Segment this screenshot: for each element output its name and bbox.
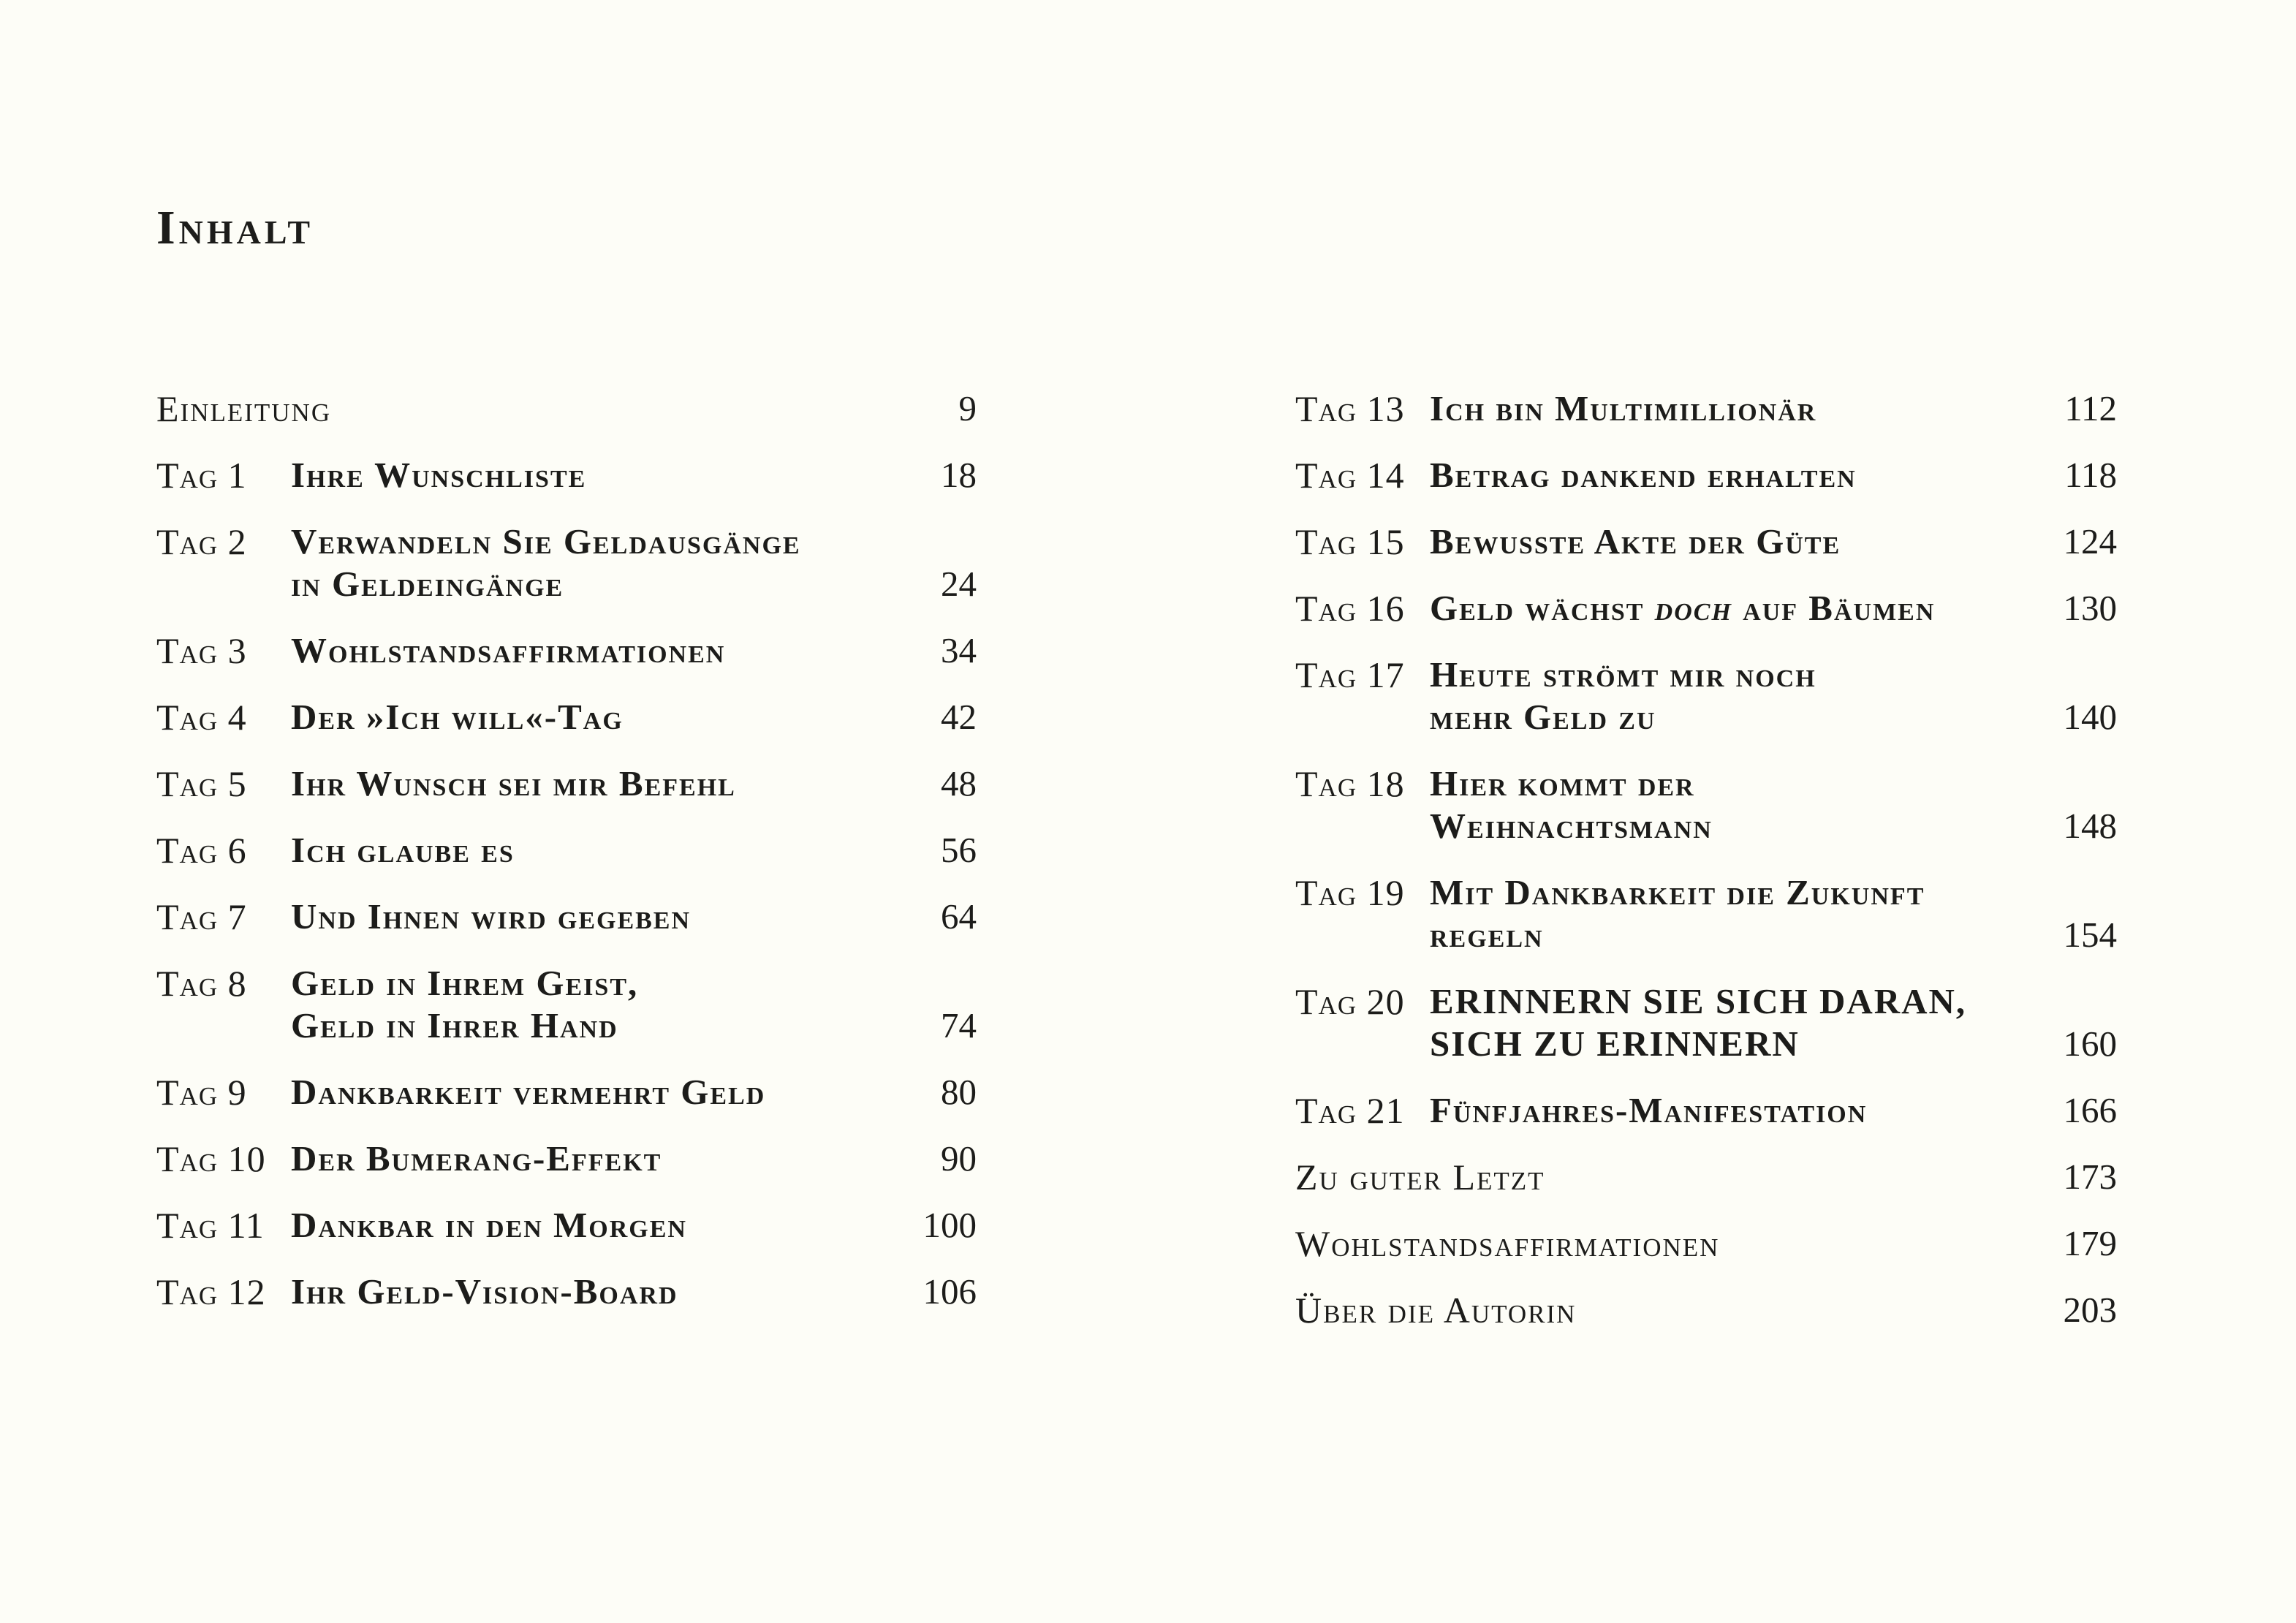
day-label: Tag 10 — [156, 1138, 266, 1179]
entry-title-line-1: Heute strömt mir noch — [1430, 654, 1816, 695]
entry-title-line-2: Geld in Ihrer Hand — [291, 1005, 618, 1045]
toc-entry-day-4 — [156, 696, 977, 738]
toc-entry-day-2 — [156, 521, 977, 605]
page-number: 124 — [2063, 521, 2117, 561]
toc-entry-day-9 — [156, 1071, 977, 1113]
day-label: Tag 12 — [156, 1271, 266, 1312]
entry-title: Ich glaube es — [291, 830, 515, 870]
entry-title: Wohlstandsaffirmationen — [1295, 1223, 1720, 1264]
entry-title: Bewusste Akte der Güte — [1430, 521, 1841, 561]
toc-entry-day-6 — [156, 829, 977, 871]
page-number: 56 — [941, 830, 977, 870]
toc-entry-day-8 — [156, 962, 977, 1047]
toc-entry-day-15 — [1295, 521, 2117, 563]
day-label: Tag 3 — [156, 630, 247, 671]
entry-title-line-2: in Geldeingänge — [291, 564, 564, 604]
entry-title — [1295, 587, 2117, 629]
entry-title: Wohlstandsaffirmationen — [291, 630, 726, 670]
page-number: 48 — [941, 763, 977, 803]
entry-title-emphasis: doch — [1654, 588, 1732, 628]
entry-title-end: auf Bäumen — [1732, 588, 1936, 628]
toc-entry-day-17 — [1295, 654, 2117, 738]
entry-title: Der »Ich will«-Tag — [291, 697, 624, 737]
entry-title-line-1: ERINNERN SIE SICH DARAN, — [1430, 981, 1967, 1021]
entry-title-line-2: Weihnachtsmann — [1430, 806, 1713, 846]
entry-title-line-1: Geld in Ihrem Geist, — [291, 963, 639, 1003]
entry-title-line-2: SICH ZU ERINNERN — [1430, 1024, 1800, 1064]
entry-title-line-1: Hier kommt der — [1430, 763, 1695, 803]
day-label: Tag 15 — [1295, 521, 1405, 562]
page-number: 148 — [2063, 806, 2117, 846]
entry-title: Über die Autorin — [1295, 1290, 1577, 1331]
page-number: 90 — [941, 1138, 977, 1179]
page-number: 160 — [2063, 1024, 2117, 1064]
toc-entry-affirmations — [1295, 1222, 2117, 1265]
entry-title: Ihr Wunsch sei mir Befehl — [291, 763, 736, 803]
toc-entry-introduction — [156, 387, 977, 430]
toc-entry-day-19 — [1295, 871, 2117, 956]
day-label: Tag 9 — [156, 1072, 247, 1113]
day-label: Tag 11 — [156, 1205, 265, 1246]
day-label: Tag 19 — [1295, 872, 1405, 913]
page-number: 24 — [941, 564, 977, 604]
toc-entry-day-13 — [1295, 387, 2117, 430]
toc-entry-about-author — [1295, 1289, 2117, 1331]
day-label: Tag 17 — [1295, 654, 1405, 695]
day-label: Tag 14 — [1295, 455, 1405, 496]
page-number: 9 — [958, 388, 977, 428]
entry-title: Ihre Wunschliste — [291, 455, 587, 495]
entry-title-line-1: Mit Dankbarkeit die Zukunft — [1430, 872, 1925, 912]
page-title: Inhalt — [156, 201, 314, 254]
page-number: 42 — [941, 697, 977, 737]
toc-entry-day-16 — [1295, 587, 2117, 629]
page-number: 100 — [922, 1205, 977, 1245]
page-number: 166 — [2063, 1090, 2117, 1130]
entry-title: Dankbarkeit vermehrt Geld — [291, 1072, 766, 1112]
page-number: 173 — [2063, 1157, 2117, 1197]
page-number: 118 — [2064, 455, 2117, 495]
page-number: 140 — [2063, 697, 2117, 737]
day-label: Tag 5 — [156, 763, 247, 804]
toc-entry-day-1 — [156, 454, 977, 496]
page-number: 80 — [941, 1072, 977, 1112]
page-number: 130 — [2063, 588, 2117, 628]
day-label: Tag 18 — [1295, 763, 1405, 804]
page-number: 106 — [922, 1271, 977, 1312]
day-label: Tag 2 — [156, 521, 247, 562]
entry-title: Dankbar in den Morgen — [291, 1205, 687, 1245]
entry-title: Und Ihnen wird gegeben — [291, 896, 692, 937]
entry-title: Einleitung — [156, 388, 332, 429]
entry-title-start: Geld wächst — [1430, 588, 1655, 628]
toc-entry-day-7 — [156, 896, 977, 938]
page-number: 64 — [941, 896, 977, 937]
day-label: Tag 20 — [1295, 981, 1405, 1022]
page-number: 34 — [941, 630, 977, 670]
page-number: 179 — [2063, 1223, 2117, 1263]
toc-entry-day-3 — [156, 629, 977, 672]
day-label: Tag 4 — [156, 697, 247, 738]
entry-title-line-2: mehr Geld zu — [1430, 697, 1656, 737]
toc-entry-day-10 — [156, 1138, 977, 1180]
day-label: Tag 13 — [1295, 388, 1405, 429]
day-label: Tag 16 — [1295, 588, 1405, 629]
day-label: Tag 6 — [156, 830, 247, 871]
toc-entry-day-21 — [1295, 1089, 2117, 1132]
entry-title: Fünfjahres-Manifestation — [1430, 1090, 1868, 1130]
entry-title: Betrag dankend erhalten — [1430, 455, 1857, 495]
day-label: Tag 7 — [156, 896, 247, 937]
page-number: 112 — [2064, 388, 2117, 428]
entry-title-line-2: regeln — [1430, 915, 1544, 955]
page-number: 74 — [941, 1005, 977, 1045]
page-number: 203 — [2063, 1290, 2117, 1330]
page-number: 154 — [2063, 915, 2117, 955]
toc-entry-day-5 — [156, 763, 977, 805]
page-number: 18 — [941, 455, 977, 495]
entry-title: Zu guter Letzt — [1295, 1157, 1545, 1198]
toc-column-right — [1295, 387, 2117, 1355]
day-label: Tag 1 — [156, 455, 247, 496]
toc-column-left — [156, 387, 977, 1337]
entry-title: Ihr Geld-Vision-Board — [291, 1271, 678, 1312]
toc-entry-day-14 — [1295, 454, 2117, 496]
toc-entry-day-11 — [156, 1204, 977, 1246]
toc-entry-day-20 — [1295, 980, 2117, 1065]
toc-entry-closing — [1295, 1156, 2117, 1198]
toc-entry-day-18 — [1295, 763, 2117, 847]
entry-title-line-1: Verwandeln Sie Geldausgänge — [291, 521, 801, 561]
day-label: Tag 8 — [156, 963, 247, 1004]
entry-title: Ich bin Multimillionär — [1430, 388, 1817, 428]
toc-entry-day-12 — [156, 1271, 977, 1313]
day-label: Tag 21 — [1295, 1090, 1405, 1131]
entry-title: Der Bumerang-Effekt — [291, 1138, 662, 1179]
